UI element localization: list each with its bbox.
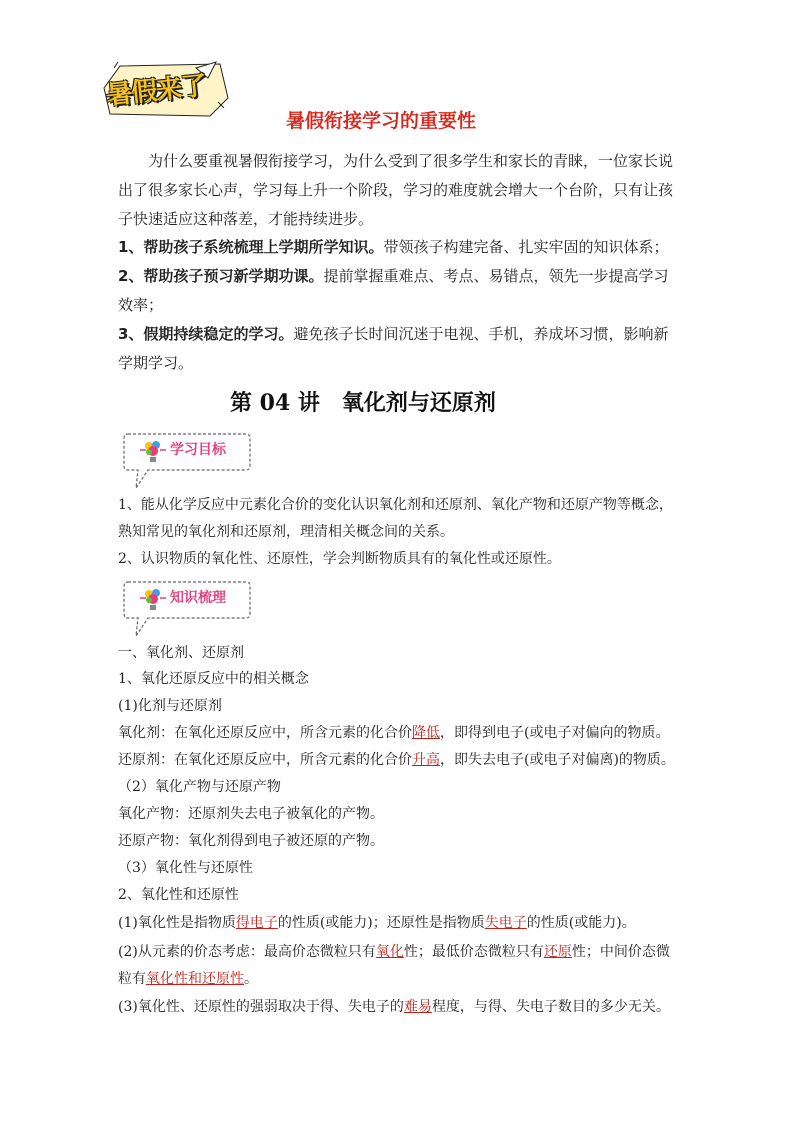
intro-paragraph: 为什么要重视暑假衔接学习，为什么受到了很多学生和家长的青睐，一位家长说出了很多家长心声，学习每上升一个阶段，学习的难度就会增大一个台阶，只有让孩子快速适应这种落差，才能持续进步。 xyxy=(118,152,674,228)
rule-2 xyxy=(118,939,688,966)
logo-text: 暑假来了 xyxy=(104,70,208,112)
point-3-text: 避免孩子长时间沉迷于电视、手机，养成坏习惯，影响新学期学习。 xyxy=(118,325,669,372)
point-1 xyxy=(118,233,678,262)
rule-2-text-c: 性；中间价态微 xyxy=(571,944,670,960)
rule-3-text-a: (3)氧化性、还原性的强弱取决于得、失电子的 xyxy=(118,999,404,1015)
point-1-bold: 1、帮助孩子系统梳理上学期所学知识。 xyxy=(118,238,384,256)
point-1-text: 带领孩子构建完备、扎实牢固的知识体系； xyxy=(383,238,669,256)
point-2-text: 提前掌握重难点、考点、易错点，领先一步提高学习效率； xyxy=(118,267,669,314)
rule-3-text-b: 程度，与得、失电子数目的多少无关。 xyxy=(431,999,670,1015)
rule-3-keyword: 难易 xyxy=(403,999,432,1015)
oxidation-product: 氧化产物：还原剂失去电子被氧化的产物。 xyxy=(118,806,384,822)
point-3-bold: 3、假期持续稳定的学习。 xyxy=(118,325,294,343)
rule-1-text-b: 的性质(或能力)；还原性是指物质 xyxy=(277,915,485,931)
summer-logo xyxy=(100,58,232,120)
rule-2b-keyword: 氧化性和还原性 xyxy=(146,971,244,987)
section-1-1-heading: 1、氧化还原反应中的相关概念 xyxy=(118,671,309,687)
knowledge-badge xyxy=(118,578,254,642)
oxidant-text-b: ，即得到电子(或电子对偏向的物质。 xyxy=(440,725,670,741)
point-2-bold: 2、帮助孩子预习新学期功课。 xyxy=(118,267,324,285)
reductant-keyword: 升高 xyxy=(412,752,440,768)
rule-2b-text-a: 粒有 xyxy=(118,971,146,987)
rule-2b-text-b: 。 xyxy=(244,971,258,987)
header-title: 暑假衔接学习的重要性 xyxy=(286,110,477,132)
reductant-text-a: 还原剂：在氧化还原反应中，所含元素的化合价 xyxy=(118,752,412,768)
goals-badge xyxy=(118,430,254,494)
section-1-1-1-heading: (1)化剂与还原剂 xyxy=(118,698,222,714)
objective-2: 2、认识物质的氧化性、还原性，学会判断物质具有的氧化性或还原性。 xyxy=(118,551,561,567)
rule-1 xyxy=(118,910,688,937)
oxidant-text-a: 氧化剂：在氧化还原反应中，所含元素的化合价 xyxy=(118,725,412,741)
oxidant-definition xyxy=(118,720,688,747)
rule-1-keyword-2: 失电子 xyxy=(484,915,527,931)
section-1-heading: 一、氧化剂、还原剂 xyxy=(118,645,244,661)
section-1-1-2-heading: （2）氧化产物与还原产物 xyxy=(118,779,281,795)
rule-2-keyword-1: 氧化 xyxy=(375,944,404,960)
rule-1-text-c: 的性质(或能力)。 xyxy=(526,915,636,931)
reductant-text-b: ，即失去电子(或电子对偏离)的物质。 xyxy=(440,752,675,768)
knowledge-label: 知识梳理 xyxy=(170,590,226,606)
rule-3 xyxy=(118,994,688,1021)
reductant-definition xyxy=(118,747,688,774)
rule-1-text-a: (1)氧化性是指物质 xyxy=(118,915,236,931)
section-1-1-3-heading: （3）氧化性与还原性 xyxy=(118,860,253,876)
oxidant-keyword: 降低 xyxy=(412,725,440,741)
reduction-product: 还原产物：氧化剂得到电子被还原的产物。 xyxy=(118,833,384,849)
rule-2-continued xyxy=(118,966,688,993)
point-2 xyxy=(118,262,678,320)
rule-2-keyword-2: 还原 xyxy=(543,944,572,960)
point-3 xyxy=(118,320,678,378)
rule-1-keyword-1: 得电子 xyxy=(235,915,278,931)
section-2-heading: 2、氧化性和还原性 xyxy=(118,887,239,903)
rule-2-text-b: 性；最低价态微粒只有 xyxy=(403,944,544,960)
objective-1: 1、能从化学反应中元素化合价的变化认识氧化剂和还原剂、氧化产物和还原产物等概念，熟知常见的氧化剂和还原剂，理清相关概念间的关系。 xyxy=(118,497,673,540)
rule-2-text-a: (2)从元素的价态考虑：最高价态微粒只有 xyxy=(118,944,376,960)
goals-label: 学习目标 xyxy=(170,442,226,458)
lesson-title: 第 04 讲 氧化剂与还原剂 xyxy=(230,390,496,416)
